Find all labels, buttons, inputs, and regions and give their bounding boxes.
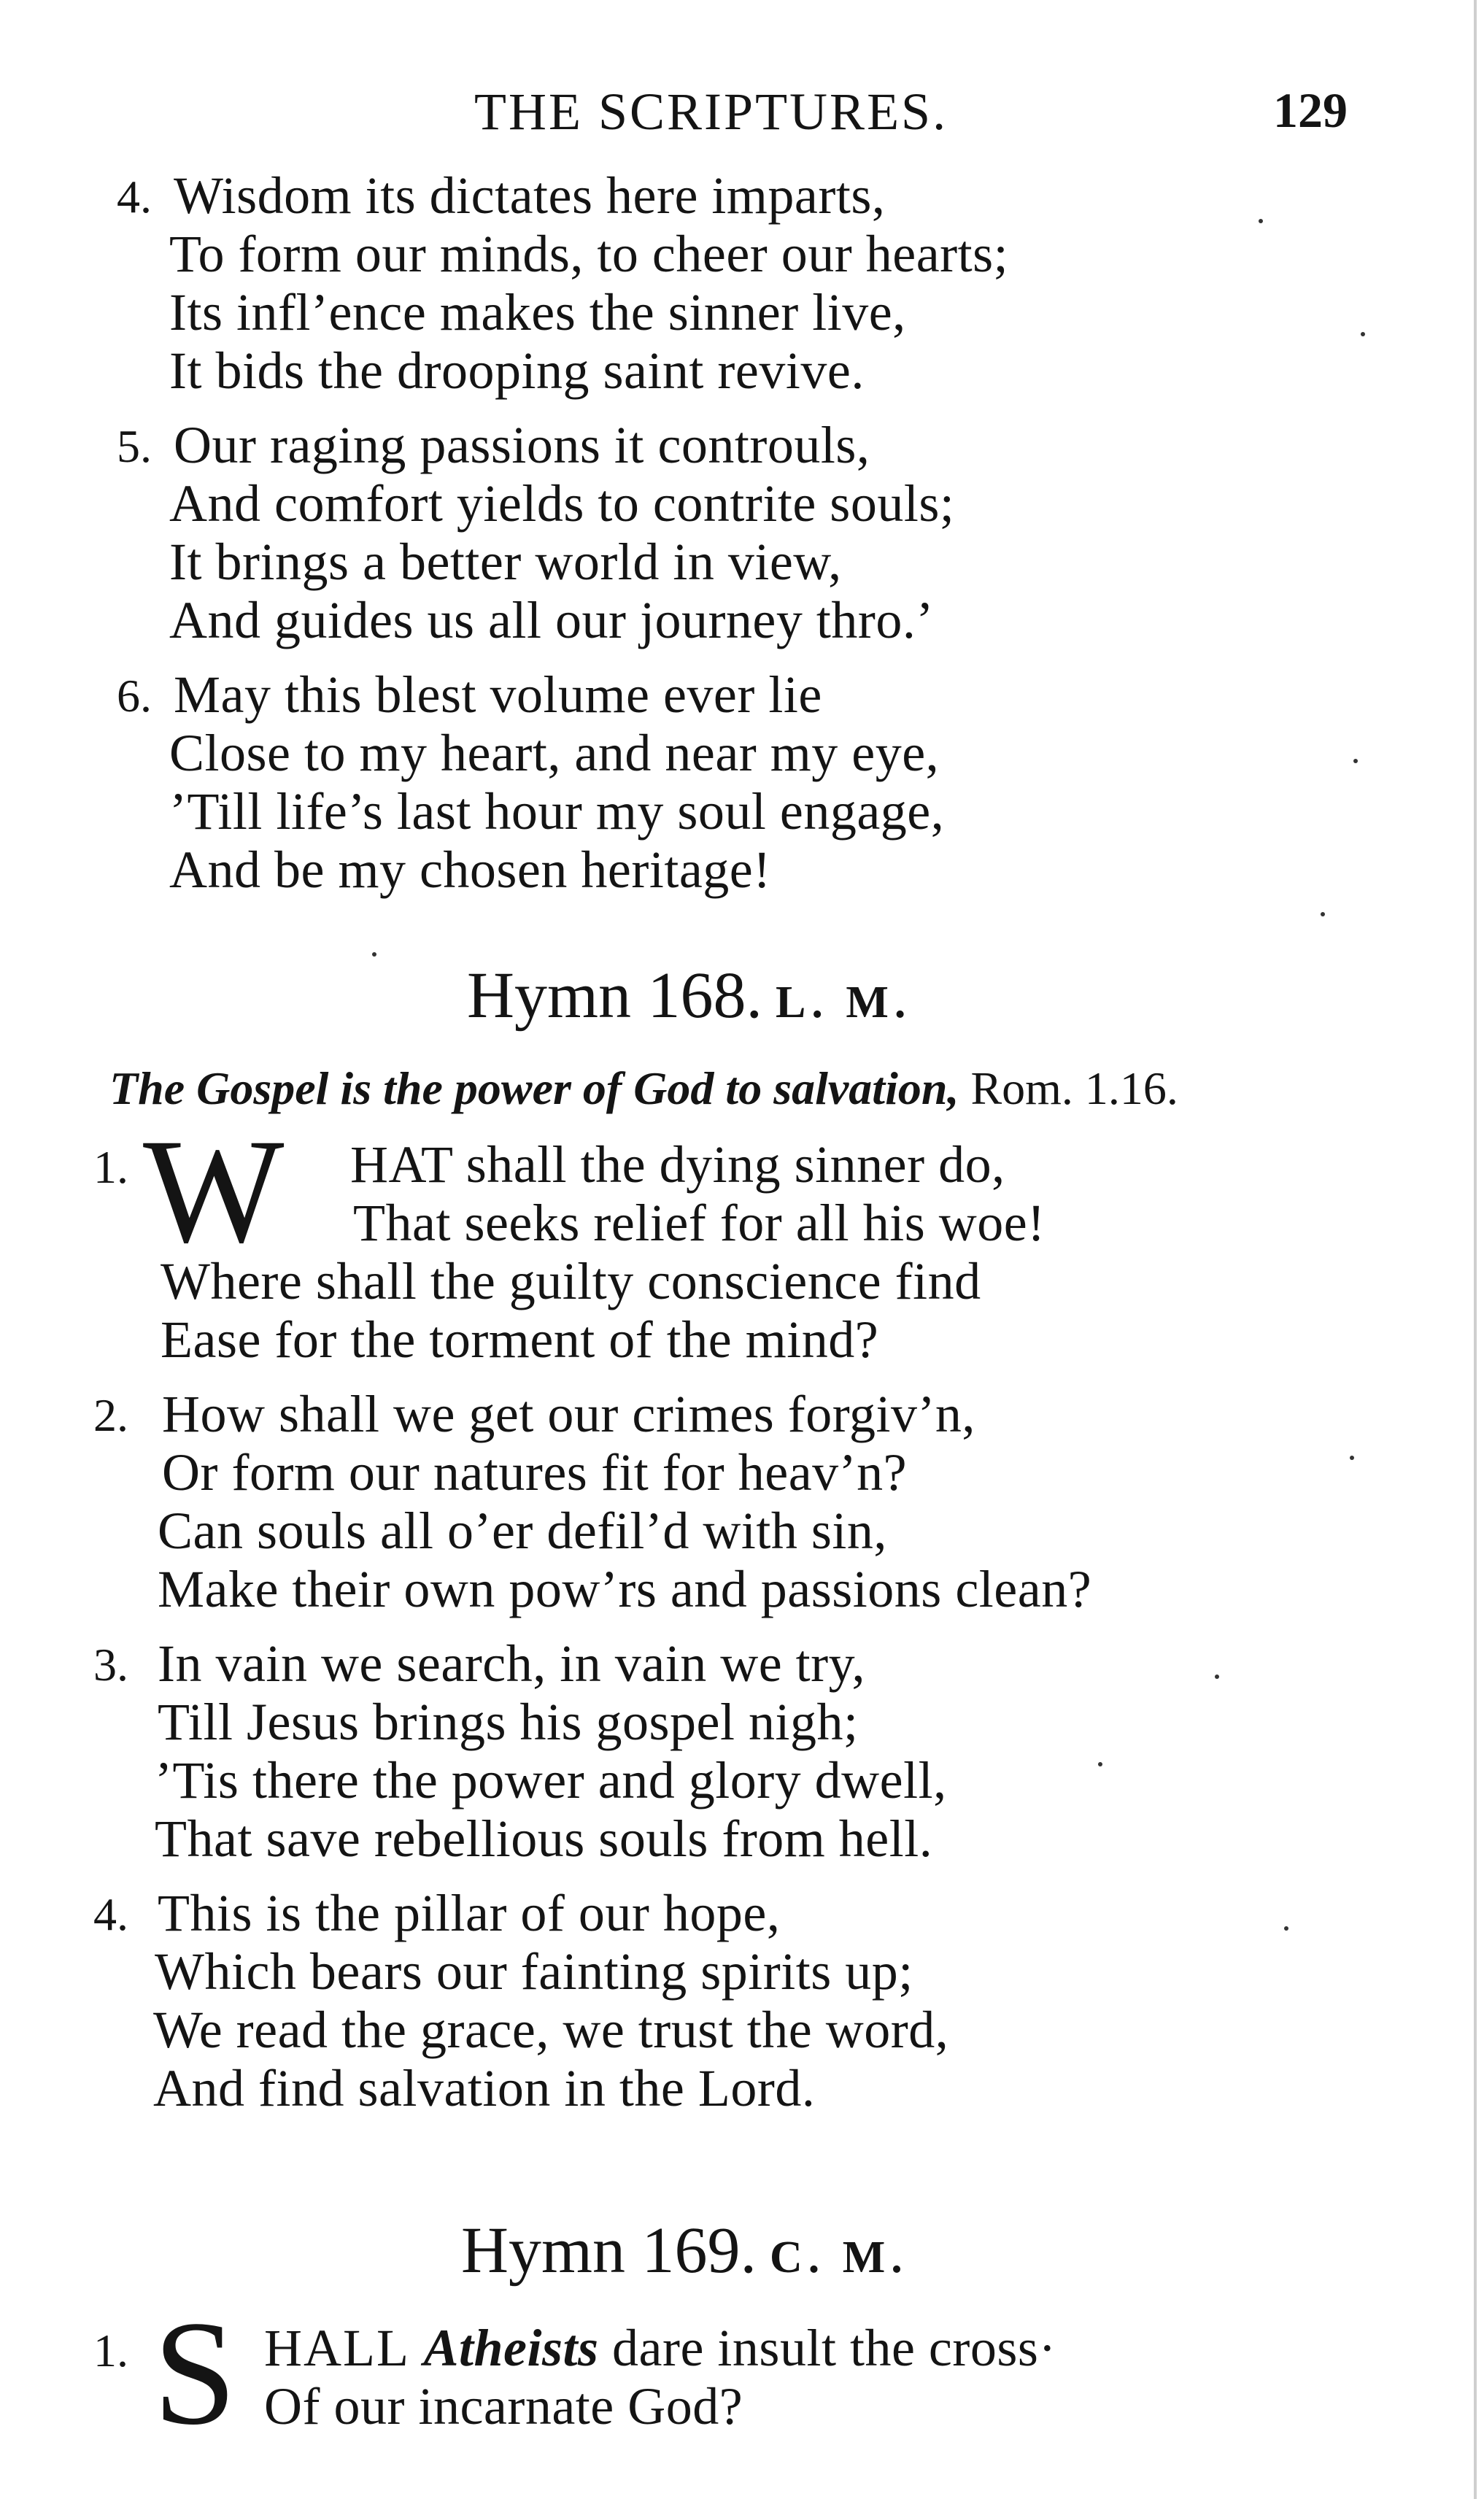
- verse-line: Close to my heart, and near my eye,: [169, 724, 940, 782]
- verse-line: Till Jesus brings his gospel nigh;: [158, 1693, 859, 1751]
- print-speck: [1350, 1456, 1354, 1460]
- scripture-reference: Rom. 1.16.: [970, 1062, 1178, 1114]
- verse-line: Ease for the torment of the mind?: [161, 1310, 879, 1369]
- hymn-heading: [461, 2214, 908, 2287]
- verse-line: We read the grace, we trust the word,: [153, 2001, 949, 2059]
- verse-line: ’Tis there the power and glory dwell,: [155, 1751, 947, 1809]
- verse-line: Its infl’ence makes the sinner live,: [169, 283, 906, 341]
- print-speck: [1215, 1675, 1219, 1679]
- verse-line: Wisdom its dictates here imparts,: [174, 166, 886, 225]
- verse-line: Which bears our fainting spirits up;: [155, 1942, 913, 2001]
- hymn-meter: C. M.: [770, 2233, 908, 2282]
- page-edge: [1474, 0, 1477, 2499]
- verse-line: ’Till life’s last hour my soul engage,: [169, 782, 945, 841]
- verse-line: Our raging passions it controuls,: [174, 416, 870, 474]
- verse-number: 6.: [117, 670, 152, 722]
- verse-number: 5.: [117, 420, 152, 472]
- print-speck: [1353, 759, 1358, 763]
- verse-line: It brings a better world in view,: [169, 533, 842, 591]
- verse-number: 1.: [93, 2325, 128, 2376]
- hymn-subtitle: [109, 1062, 1178, 1114]
- verse-line: Make their own pow’rs and passions clean?: [158, 1560, 1092, 1618]
- print-speck: [1098, 1762, 1102, 1766]
- hymn-heading: [467, 959, 912, 1032]
- subtitle-text: The Gospel is the power of God to salvation,: [109, 1062, 959, 1114]
- drop-cap: S: [153, 2290, 237, 2456]
- verse-number: 4.: [93, 1888, 128, 1940]
- print-speck: [1284, 1926, 1288, 1931]
- verse-text-italic: Atheists: [423, 2319, 599, 2377]
- print-speck: [1321, 912, 1325, 916]
- verse-line: How shall we get our crimes forgiv’n,: [162, 1385, 975, 1443]
- running-header: THE SCRIPTURES.: [474, 82, 948, 141]
- verse-line: Or form our natures fit for heav’n?: [162, 1443, 908, 1502]
- verse-line: That save rebellious souls from hell.: [155, 1809, 933, 1868]
- verse-line: And be my chosen heritage!: [169, 841, 771, 899]
- verse-line: [264, 2319, 1056, 2377]
- verse-line: This is the pillar of our hope,: [158, 1884, 781, 1942]
- print-speck: [1259, 219, 1263, 223]
- hymn-meter: L. M.: [776, 978, 912, 1027]
- verse-line: HAT shall the dying sinner do,: [350, 1135, 1005, 1194]
- drop-cap: W: [143, 1108, 285, 1274]
- verse-line: And comfort yields to contrite souls;: [169, 474, 955, 533]
- verse-line: In vain we search, in vain we try,: [158, 1634, 865, 1693]
- verse-line: May this blest volume ever lie: [174, 665, 822, 724]
- verse-number: 2.: [93, 1389, 128, 1441]
- print-speck: [372, 952, 376, 957]
- verse-number: 4.: [117, 171, 152, 223]
- verse-line: To form our minds, to cheer our hearts;: [169, 225, 1009, 283]
- verse-line: That seeks relief for all his woe!: [353, 1194, 1046, 1252]
- print-speck: [1361, 332, 1365, 336]
- verse-line: Can souls all o’er defil’d with sin,: [158, 1502, 887, 1560]
- page-number: 129: [1273, 82, 1348, 138]
- hymn-title: Hymn 169.: [461, 2214, 757, 2287]
- verse-number: 1.: [93, 1141, 128, 1193]
- hymn-title: Hymn 168.: [467, 959, 762, 1032]
- verse-line: Of our incarnate God?: [264, 2377, 743, 2436]
- verse-text: HALL: [264, 2319, 410, 2377]
- verse-line: And guides us all our journey thro.’: [169, 591, 934, 649]
- verse-number: 3.: [93, 1639, 128, 1691]
- verse-line: It bids the drooping saint revive.: [169, 341, 865, 400]
- verse-line: Where shall the guilty conscience find: [161, 1252, 981, 1310]
- verse-text: dare insult the cross·: [612, 2319, 1056, 2377]
- verse-line: And find salvation in the Lord.: [153, 2059, 816, 2117]
